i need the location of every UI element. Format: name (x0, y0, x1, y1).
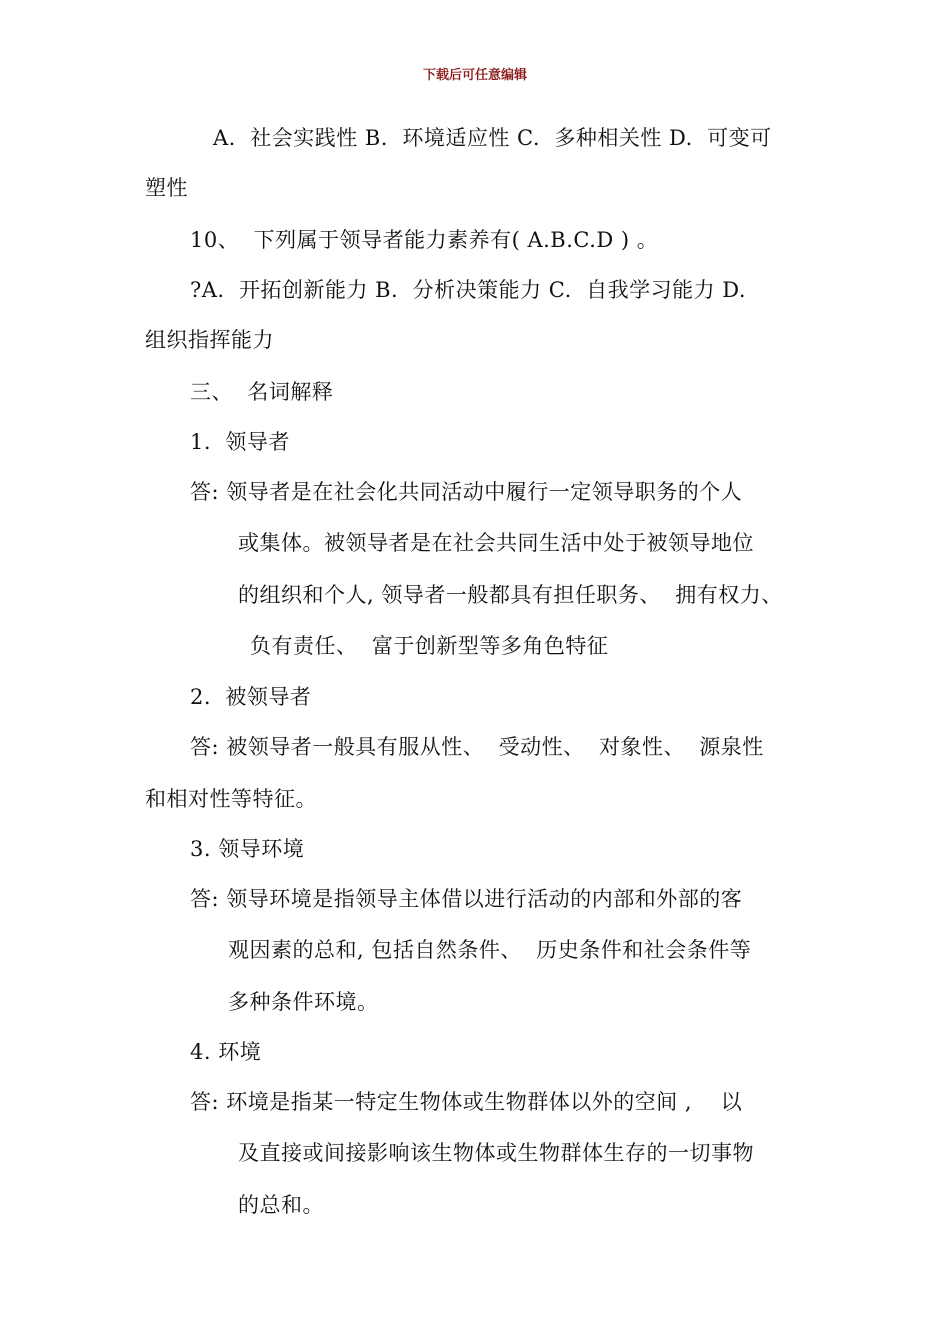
option-line-q9-wrap: 塑性 (145, 176, 188, 200)
term-1-title: 1. 领导者 (190, 430, 290, 454)
term-4-title: 4. 环境 (190, 1040, 262, 1064)
term-1-answer-line-4: 负有责任、 富于创新型等多角色特征 (250, 634, 609, 658)
term-3-answer-line-2: 观因素的总和, 包括自然条件、 历史条件和社会条件等 (228, 938, 752, 962)
term-1-answer-line-2: 或集体。被领导者是在社会共同生活中处于被领导地位 (238, 531, 754, 555)
term-1-answer-line-1: 答: 领导者是在社会化共同活动中履行一定领导职务的个人 (190, 480, 743, 504)
question-10: 10、 下列属于领导者能力素养有( A.B.C.D ) 。 (190, 228, 659, 252)
section-heading: 三、 名词解释 (190, 380, 334, 404)
term-3-answer-line-1: 答: 领导环境是指领导主体借以进行活动的内部和外部的客 (190, 887, 743, 911)
term-1-answer-line-3: 的组织和个人, 领导者一般都具有担任职务、 拥有权力、 (238, 583, 783, 607)
term-2-title: 2. 被领导者 (190, 685, 312, 709)
option-line-q9: A. 社会实践性 B. 环境适应性 C. 多种相关性 D. 可变可 (213, 126, 772, 150)
page-header: 下载后可任意编辑 (422, 68, 527, 83)
term-3-title: 3. 领导环境 (190, 837, 305, 861)
term-4-answer-line-3: 的总和。 (238, 1193, 324, 1217)
term-3-answer-line-3: 多种条件环境。 (228, 990, 379, 1014)
term-4-answer-line-1: 答: 环境是指某一特定生物体或生物群体以外的空间 , 以 (190, 1090, 743, 1114)
option-line-q10: ?A. 开拓创新能力 B. 分析决策能力 C. 自我学习能力 D. (190, 278, 747, 302)
term-4-answer-line-2: 及直接或间接影响该生物体或生物群体生存的一切事物 (238, 1141, 754, 1165)
term-2-answer-line-1: 答: 被领导者一般具有服从性、 受动性、 对象性、 源泉性 (190, 735, 764, 759)
option-line-q10-wrap: 组织指挥能力 (145, 328, 274, 352)
term-2-answer-line-2: 和相对性等特征。 (145, 787, 317, 811)
